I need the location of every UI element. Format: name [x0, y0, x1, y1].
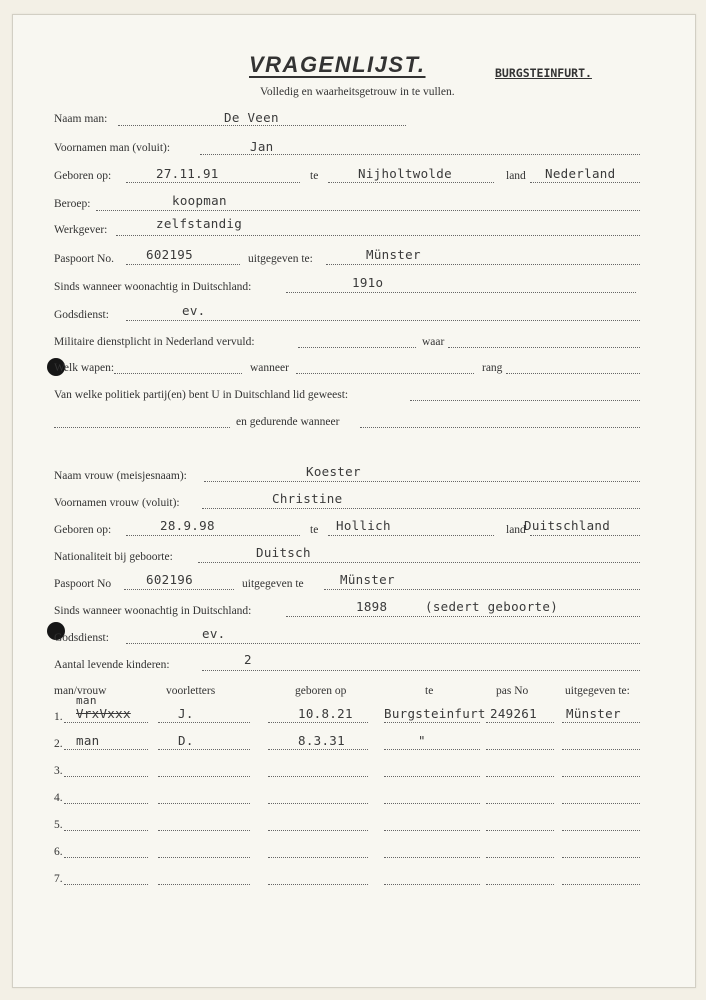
table-header-initials: voorletters — [166, 685, 216, 697]
row-number: 6. — [54, 846, 63, 858]
value-voornamen-vrouw: Christine — [272, 491, 343, 506]
label-paspoort-vrouw: Paspoort No — [54, 578, 112, 590]
label-gedurende: en gedurende wanneer — [236, 416, 340, 428]
label-naam-man: Naam man: — [54, 113, 108, 125]
label-sinds-vrouw: Sinds wanneer woonachtig in Duitschland: — [54, 605, 252, 617]
label-te: te — [310, 170, 319, 182]
value-geboren-op-vrouw: 28.9.98 — [160, 518, 215, 533]
value-naam-vrouw: Koester — [306, 464, 361, 479]
label-uitgegeven-te-vrouw: uitgegeven te — [242, 578, 304, 590]
value-geboren-op: 27.11.91 — [156, 166, 219, 181]
label-voornamen-man: Voornamen man (voluit): — [54, 142, 171, 154]
value-voornamen-man: Jan — [250, 139, 274, 154]
table-header-place: te — [425, 685, 434, 697]
value-godsdienst-vrouw: ev. — [202, 626, 226, 641]
instructions: Volledig en waarheitsgetrouw in te vullen. — [260, 86, 455, 98]
row1-place: Burgsteinfurt — [384, 706, 486, 721]
value-sinds-vrouw: 1898 — [356, 599, 388, 614]
value-kinderen: 2 — [244, 652, 252, 667]
row2-place: " — [418, 733, 426, 748]
row1-gender-correction: man — [76, 694, 97, 707]
row-number: 3. — [54, 765, 63, 777]
value-geboren-te-vrouw: Hollich — [336, 518, 391, 533]
label-naam-vrouw: Naam vrouw (meisjesnaam): — [54, 470, 187, 482]
row1-pas: 249261 — [490, 706, 537, 721]
value-nationaliteit: Duitsch — [256, 545, 311, 560]
value-werkgever: zelfstandig — [156, 216, 243, 231]
value-land: Nederland — [545, 166, 616, 181]
row2-gender: man — [76, 733, 100, 748]
label-welk-wapen: Welk wapen: — [54, 362, 115, 374]
label-wanneer: wanneer — [250, 362, 289, 374]
value-land-vrouw: Duitschland — [524, 518, 611, 533]
table-header-issued: uitgegeven te: — [565, 685, 630, 697]
label-geboren-op: Geboren op: — [54, 170, 112, 182]
label-waar: waar — [422, 336, 445, 348]
label-kinderen: Aantal levende kinderen: — [54, 659, 170, 671]
value-geboren-te: Nijholtwolde — [358, 166, 452, 181]
value-uitgegeven-te: Münster — [366, 247, 421, 262]
label-land-vrouw: land — [506, 524, 526, 536]
table-header-pas: pas No — [496, 685, 529, 697]
row-number: 1. — [54, 711, 63, 723]
row-number: 2. — [54, 738, 63, 750]
row1-initials: J. — [178, 706, 194, 721]
label-rang: rang — [482, 362, 503, 374]
value-paspoort-vrouw: 602196 — [146, 572, 193, 587]
label-paspoort: Paspoort No. — [54, 253, 115, 265]
row1-gender: VrxVxxx — [76, 706, 131, 721]
label-land: land — [506, 170, 526, 182]
table-header-gender: man/vrouw — [54, 685, 107, 697]
label-sinds: Sinds wanneer woonachtig in Duitschland: — [54, 281, 252, 293]
value-godsdienst: ev. — [182, 303, 206, 318]
row2-initials: D. — [178, 733, 194, 748]
value-naam-man: De Veen — [224, 110, 279, 125]
label-voornamen-vrouw: Voornamen vrouw (voluit): — [54, 497, 180, 509]
value-paspoort: 602195 — [146, 247, 193, 262]
document-title: VRAGENLIJST. — [249, 52, 426, 77]
value-uitgegeven-te-vrouw: Münster — [340, 572, 395, 587]
row-number: 7. — [54, 873, 63, 885]
label-nationaliteit: Nationaliteit bij geboorte: — [54, 551, 173, 563]
row-number: 4. — [54, 792, 63, 804]
label-beroep: Beroep: — [54, 198, 91, 210]
label-geboren-op-vrouw: Geboren op: — [54, 524, 112, 536]
value-sinds-note: (sedert geboorte) — [425, 599, 559, 614]
label-partij: Van welke politiek partij(en) bent U in Duitschland lid geweest: — [54, 389, 349, 401]
label-te-vrouw: te — [310, 524, 319, 536]
row-number: 5. — [54, 819, 63, 831]
label-militaire: Militaire dienstplicht in Nederland vervuld: — [54, 336, 255, 348]
row2-born: 8.3.31 — [298, 733, 345, 748]
label-godsdienst-vrouw: Godsdienst: — [54, 632, 109, 644]
label-godsdienst: Godsdienst: — [54, 309, 109, 321]
label-werkgever: Werkgever: — [54, 224, 108, 236]
value-sinds: 191o — [352, 275, 384, 290]
label-uitgegeven-te: uitgegeven te: — [248, 253, 313, 265]
table-header-born: geboren op — [295, 685, 347, 697]
value-beroep: koopman — [172, 193, 227, 208]
row1-issued: Münster — [566, 706, 621, 721]
location-stamp: BURGSTEINFURT. — [495, 66, 592, 80]
row1-born: 10.8.21 — [298, 706, 353, 721]
